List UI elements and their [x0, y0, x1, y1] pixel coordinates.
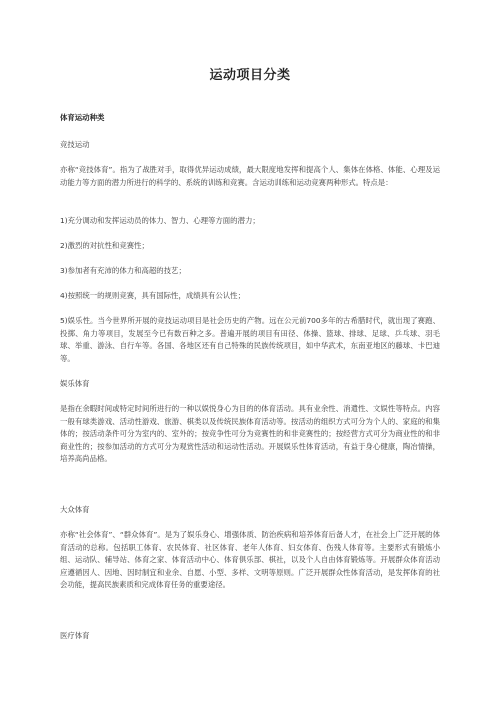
page-title: 运动项目分类 — [209, 68, 291, 83]
list-item-2: 2)激烈的对抗性和竞赛性； — [60, 241, 149, 250]
section-title: 体育运动种类 — [60, 113, 105, 122]
list-item-5: 5)娱乐性。当今世界所开展的竞技运动项目是社会历史的产物。远在公元前700多年的古希腊时代，就出现了赛跑、投掷、角力等项目，发展至今已有数百种之多。普遍开展的项目有田径、体操、篮球、排球、足球、乒乓球、羽毛球、举重、游泳、自行车等。各国、各地区还有自己特殊的民族传统项目，如中华武术，东南亚地区的藤球、卡巴迪等。 — [60, 316, 440, 363]
list-item-3: 3)参加者有充沛的体力和高超的技艺； — [60, 266, 186, 275]
paragraph-mass-sports: 亦称“社会体育”、“群众体育”。是为了娱乐身心、增强体质、防治疾病和培养体育后备人才，在社会上广泛开展的体育活动的总称。包括职工体育、农民体育、社区体育、老年人体育、妇女体育、伤残人体育等。主要形式有锻炼小组、运动队、辅导站、体育之家、体育活动中心、体育俱乐部、棋社，以及个人自由体育锻炼等。开展群众体育活动应遵循因人、因地、因时制宜和业余、自愿、小型、多样、文明等原则。广泛开展群众性体育活动，是发挥体育的社会功能，提高民族素质和完成体育任务的重要途径。 — [60, 530, 440, 590]
heading-recreational-sports: 娱乐体育 — [60, 379, 90, 388]
heading-medical-sports: 医疗体育 — [60, 631, 90, 640]
heading-competitive-sports: 竞技运动 — [60, 140, 90, 149]
paragraph-recreational: 是指在余暇时间或特定时间所进行的一种以娱悦身心为目的的体育活动。具有业余性、消遣性、文娱性等特点。内容一般有球类游戏、活动性游戏、旅游、棋类以及传统民族体育活动等。按活动的组织方式可分为个人的、家庭的和集体的；按活动条件可分为室内的、室外的；按竞争性可分为竞赛性的和非竞赛性的；按经营方式可分为商业性的和非商业性的；按参加活动的方式可分为观赏性活动和运动性活动。开展娱乐性体育活动，有益于身心健康，陶冶情操，培养高尚品格。 — [60, 404, 440, 464]
list-item-1: 1)充分调动和发挥运动员的体力、智力、心理等方面的潜力； — [60, 216, 260, 225]
paragraph-competitive-intro: 亦称“竞技体育”。指为了战胜对手，取得优异运动成绩，最大限度地发挥和提高个人、集体在体格、体能、心理及运动能力等方面的潜力所进行的科学的、系统的训练和竞赛。含运动训练和运动竞赛两种形式。特点是： — [60, 165, 440, 187]
heading-mass-sports: 大众体育 — [60, 505, 90, 514]
list-item-4: 4)按照统一的规则竞赛，具有国际性，成绩具有公认性； — [60, 291, 245, 300]
